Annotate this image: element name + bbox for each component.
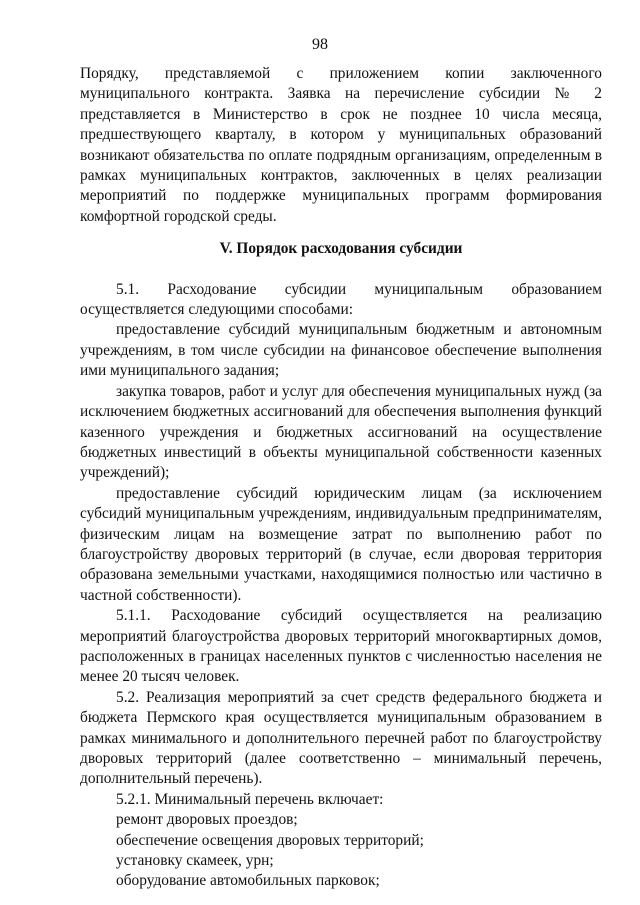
- list-item-parking: оборудование автомобильных парковок;: [116, 872, 380, 890]
- list-item-driveway-repair: ремонт дворовых проездов;: [116, 811, 298, 829]
- paragraph-subsidies-legal-entities: предоставление субсидий юридическим лицам (за исключением субсидий муниципальным учреждениям, индивидуальным предпринимателям, физическим лицам на возмещение затрат по выполнению работ по благоустройству дворовых территорий (в случае, если дворовая территория образована земельными участками, находящимися полностью или частично в частной собственности).: [80, 484, 602, 604]
- page-number: 98: [312, 36, 328, 53]
- paragraph-5-1-1: 5.1.1. Расходование субсидий осуществляется на реализацию мероприятий благоустройства дворовых территорий многоквартирных домов, расположенных в границах населенных пунктов с численностью населения не менее 20 тысяч человек.: [80, 607, 602, 686]
- paragraph-5-2-1: 5.2.1. Минимальный перечень включает:: [116, 790, 384, 808]
- section-heading: V. Порядок расходования субсидии: [219, 240, 463, 258]
- paragraph-subsidies-institutions: предоставление субсидий муниципальным бюджетным и автономным учреждениям, в том числе субсидии на финансовое обеспечение выполнения ими муниципального задания;: [80, 321, 602, 380]
- list-item-benches: установку скамеек, урн;: [116, 852, 274, 870]
- paragraph-5-1: 5.1. Расходование субсидии муниципальным образованием осуществляется следующими способами:: [80, 280, 602, 319]
- paragraph-continuation: Порядку, представляемой с приложением копии заключенного муниципального контракта. Заявка на перечисление субсидии № 2 представляется в Министерство в срок не позднее 10 числа месяца, предшествующего кварталу, в котором у муниципальных образований возникают обязательства по оплате подрядным организациям, определенным в рамках муниципальных контрактов, заключенных в целях реализации мероприятий по поддержке муниципальных программ формирования комфортной городской среды.: [80, 65, 602, 225]
- paragraph-5-2: 5.2. Реализация мероприятий за счет средств федерального бюджета и бюджета Пермского края осуществляется муниципальным образованием в рамках минимального и дополнительного перечней работ по благоустройству дворовых территорий (далее соответственно – минимальный перечень, дополнительный перечень).: [80, 688, 602, 788]
- document-body: [80, 64, 602, 892]
- paragraph-procurement: закупка товаров, работ и услуг для обеспечения муниципальных нужд (за исключением бюджетных ассигнований для обеспечения выполнения функций казенного учреждения и бюджетных ассигнований на осуществление бюджетных инвестиций в объекты муниципальной собственности казенных учреждений);: [80, 382, 602, 482]
- list-item-lighting: обеспечение освещения дворовых территорий;: [116, 831, 424, 849]
